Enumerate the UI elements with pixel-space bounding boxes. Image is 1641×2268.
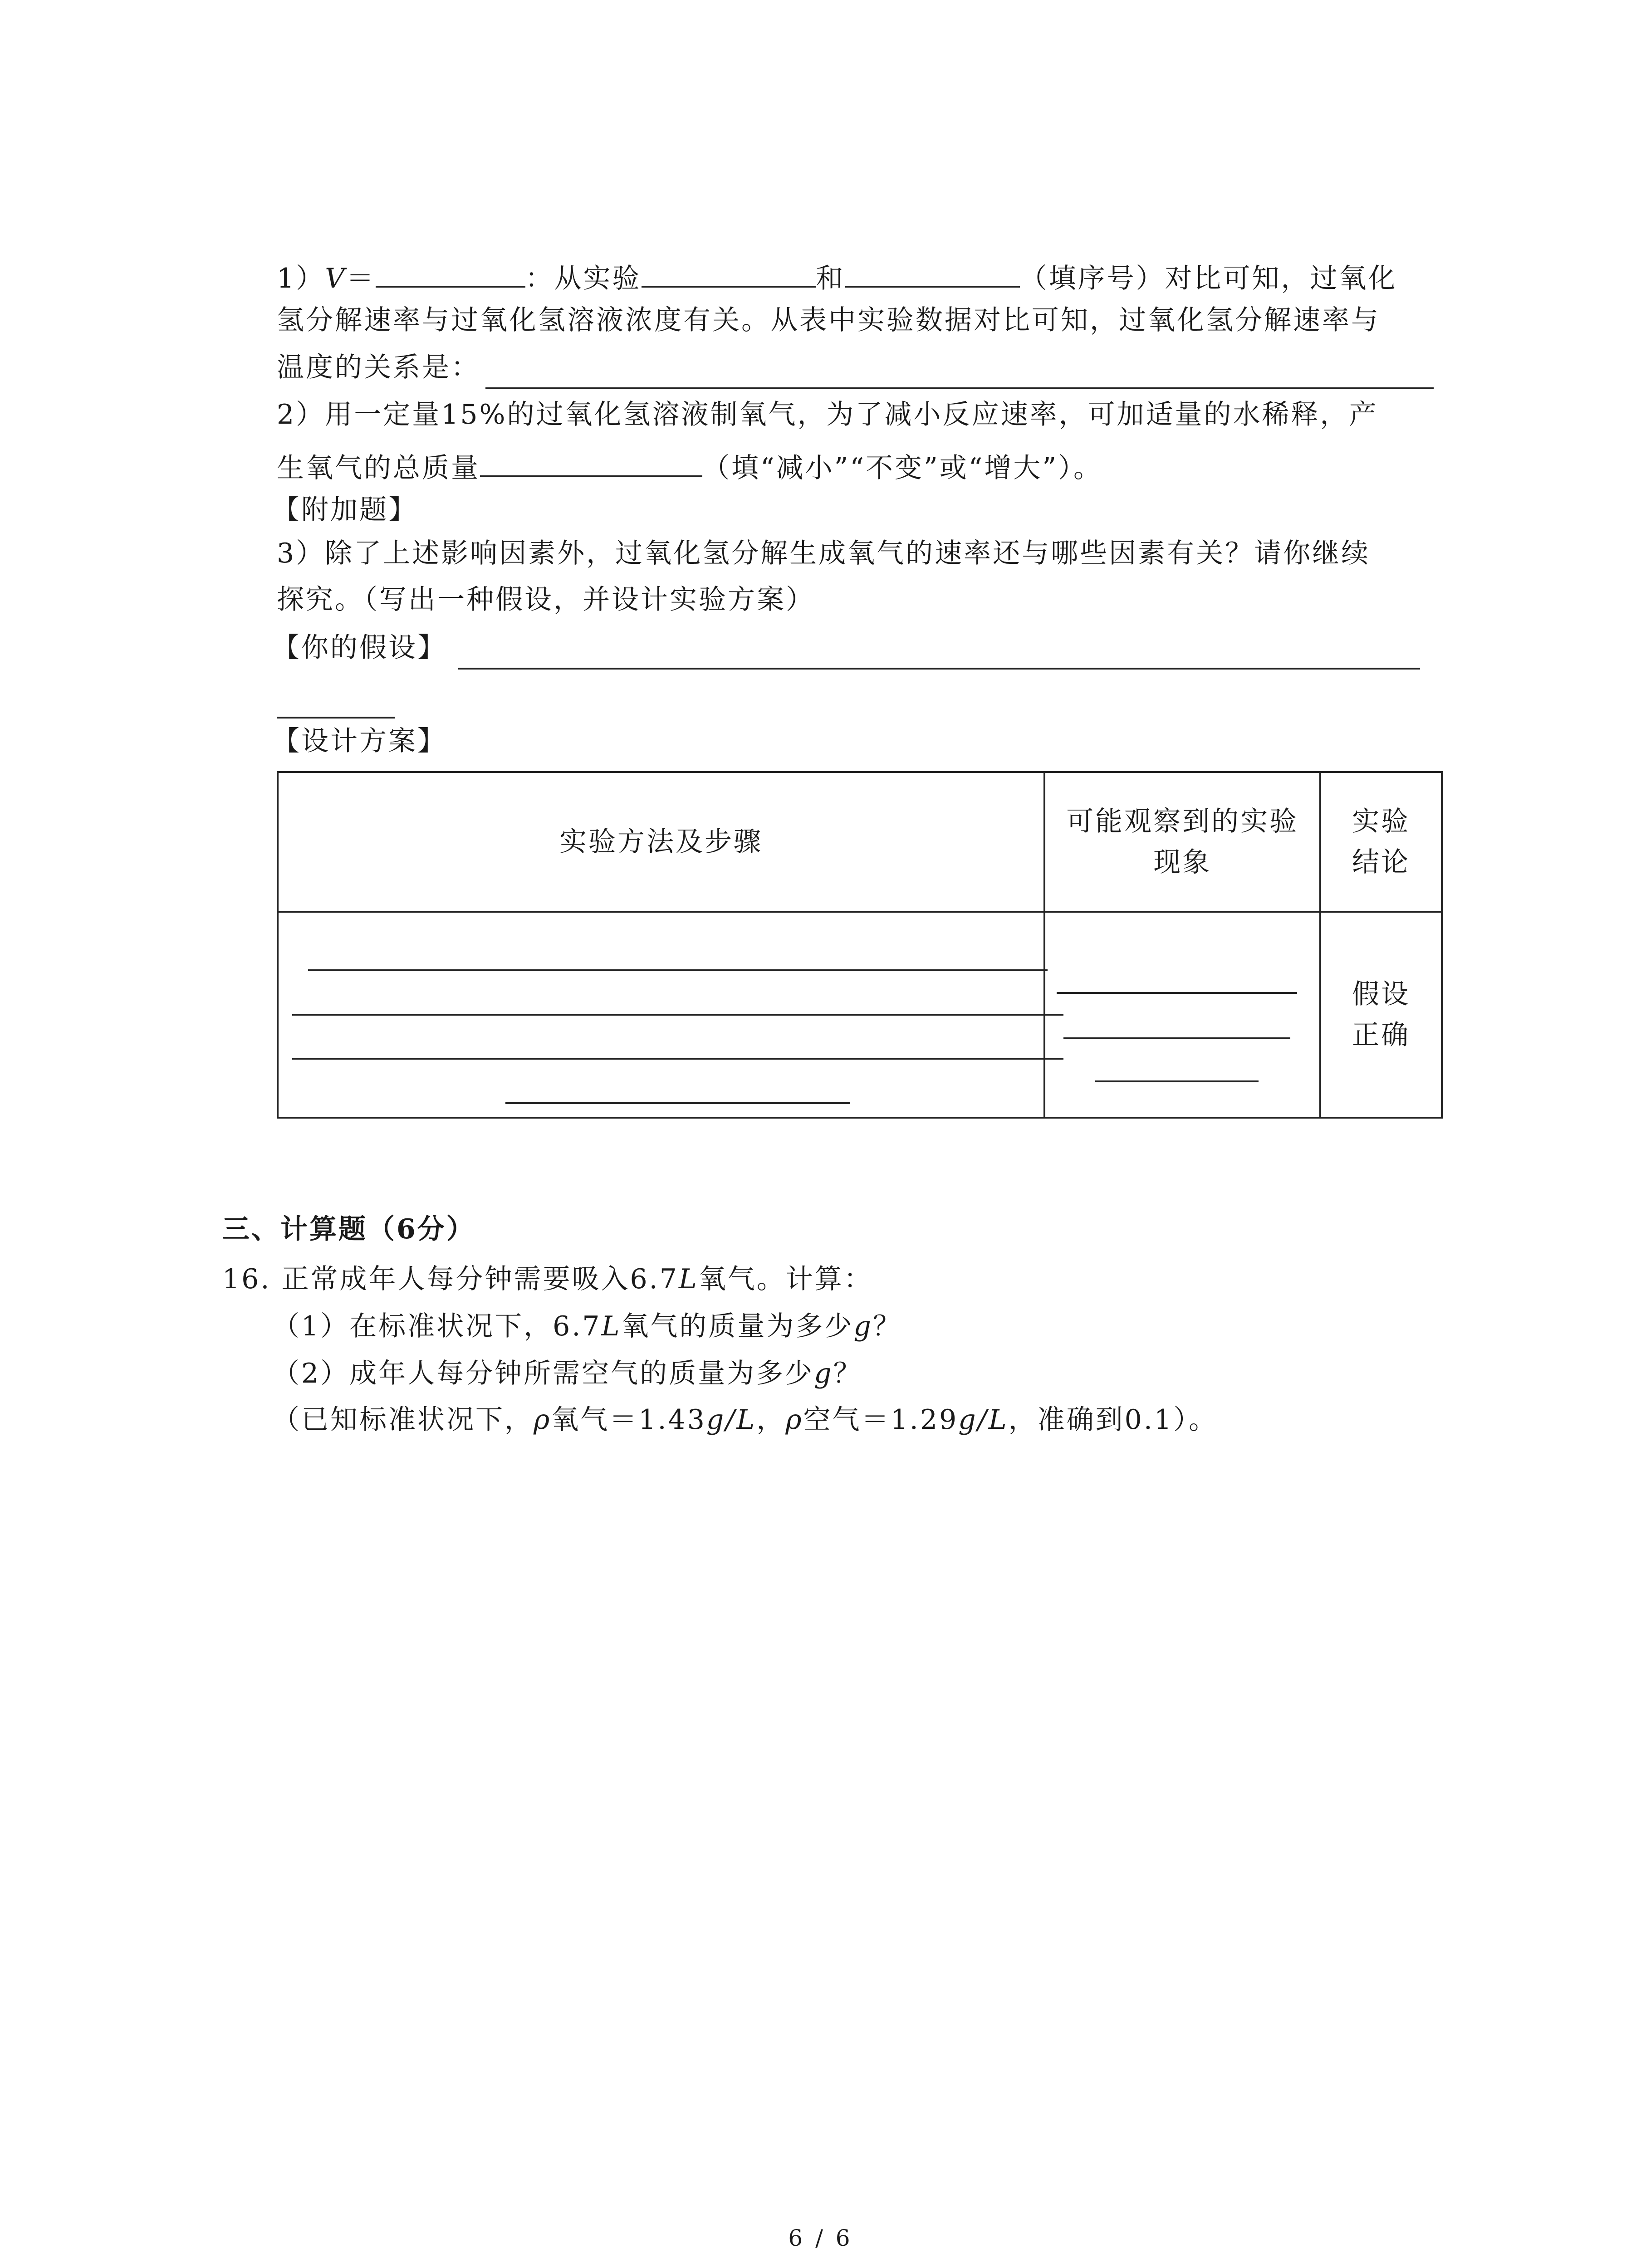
q1-line3: 温度的关系是：: [277, 352, 480, 383]
q2-line2-b: （填“减小”“不变”或“增大”）。: [702, 452, 1103, 484]
table-body-row: [278, 912, 1442, 1118]
cell-conclusion: [1320, 912, 1442, 1118]
q1-blank-temperature[interactable]: [485, 387, 1434, 389]
q1-blank-v[interactable]: [376, 259, 525, 288]
method-blank-3[interactable]: [292, 1058, 1063, 1060]
q2-line2: [277, 449, 1102, 482]
q1-variable: V: [325, 263, 347, 294]
q1-line1: [277, 259, 1397, 292]
header-conclusion: 实验结论: [1320, 772, 1442, 912]
cell-phenomenon: [1044, 912, 1320, 1118]
q1-blank-exp-a[interactable]: [642, 259, 816, 288]
page-number: 6 / 6: [788, 2225, 853, 2251]
q16-stem: 16. 正常成年人每分钟需要吸入6.7L氧气。计算：: [222, 1263, 873, 1295]
method-blank-4[interactable]: [505, 1102, 850, 1104]
q1-and: 和: [816, 263, 845, 294]
q3-line1: 3）除了上述影响因素外，过氧化氢分解生成氧气的速率还与哪些因素有关？请你继续: [277, 538, 1371, 569]
phenomenon-blank-1[interactable]: [1057, 992, 1297, 994]
q2-line1: 2）用一定量15%的过氧化氢溶液制氧气，为了减小反应速率，可加适量的水稀释，产: [277, 399, 1378, 430]
q2-line2-a: 生氧气的总质量: [277, 452, 480, 484]
q16-note: （已知标准状况下，ρ氧气＝1.43g/L，ρ空气＝1.29g/L，准确到0.1）。: [272, 1404, 1218, 1436]
table-header-row: [278, 772, 1442, 912]
design-table: [277, 771, 1443, 1119]
q2-blank-mass[interactable]: [480, 449, 702, 477]
hypothesis-blank-cont[interactable]: [277, 717, 395, 719]
q16-stem-a: 正常成年人每分钟需要吸入6.7: [281, 1263, 679, 1295]
conclusion-text: 假设正确: [1352, 978, 1411, 1051]
q16-part2: （2）成年人每分钟所需空气的质量为多少g？: [272, 1358, 862, 1389]
phenomenon-blank-3[interactable]: [1095, 1080, 1259, 1082]
q1-from-experiment: ：从实验: [525, 263, 642, 294]
hypothesis-label: 【你的假设】: [272, 632, 446, 664]
q1-line2: 氢分解速率与过氧化氢溶液浓度有关。从表中实验数据对比可知，过氧化氢分解速率与: [277, 304, 1380, 336]
q1-blank-exp-b[interactable]: [845, 259, 1020, 288]
method-blank-2[interactable]: [292, 1014, 1063, 1016]
hypothesis-blank[interactable]: [458, 668, 1420, 670]
q1-prefix: 1）: [277, 263, 325, 294]
design-label: 【设计方案】: [272, 725, 446, 757]
q1-equals: ＝: [346, 263, 376, 294]
cell-method: [278, 912, 1044, 1118]
q16-number: 16.: [222, 1263, 271, 1295]
section3-title: 三、计算题（6分）: [222, 1213, 475, 1245]
q3-line2: 探究。（写出一种假设，并设计实验方案）: [277, 584, 815, 616]
q16-part1: （1）在标准状况下，6.7L氧气的质量为多少g？: [272, 1310, 902, 1342]
q1-tail: （填序号）对比可知，过氧化: [1019, 263, 1397, 294]
header-method: 实验方法及步骤: [278, 772, 1044, 912]
header-phenomenon: 可能观察到的实验现象: [1044, 772, 1320, 912]
phenomenon-blank-2[interactable]: [1063, 1037, 1290, 1039]
extra-title: 【附加题】: [272, 494, 417, 526]
method-blank-1[interactable]: [308, 969, 1048, 971]
